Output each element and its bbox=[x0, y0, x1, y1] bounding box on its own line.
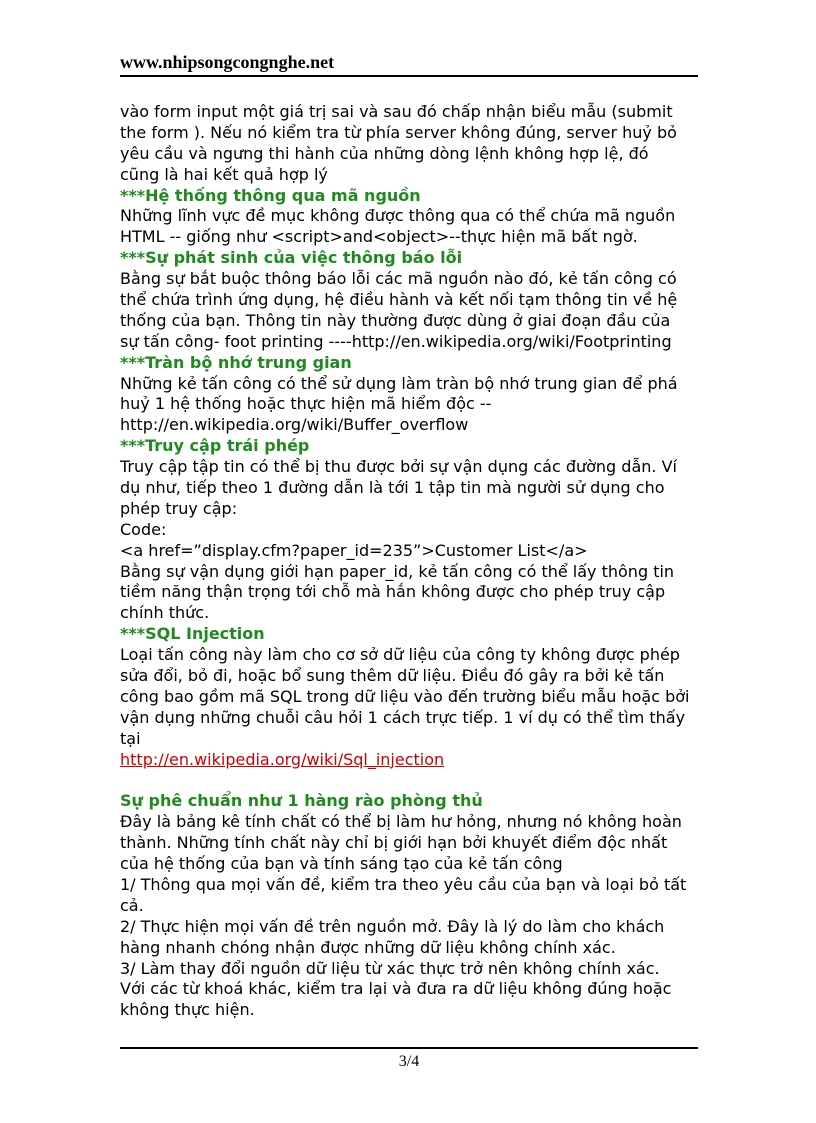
paragraph-line: không thực hiện. bbox=[120, 1000, 255, 1020]
page-number: 3/4 bbox=[398, 1053, 420, 1070]
paragraph-line: sự tấn công- foot printing ----http://en.wikipedia.org/wiki/Footprinting bbox=[120, 331, 672, 351]
paragraph-line: cũng là hai kết quả hợp lý bbox=[120, 164, 328, 184]
section-heading: ***SQL Injection bbox=[120, 624, 265, 644]
paragraph-line: thành. Những tính chất này chỉ bị giới hạn bởi khuyết điểm độc nhất bbox=[120, 833, 668, 853]
header-rule bbox=[120, 75, 698, 77]
paragraph-line: 3/ Làm thay đổi nguồn dữ liệu từ xác thực trở nên không chính xác. bbox=[120, 958, 660, 978]
paragraph-line: vào form input một giá trị sai và sau đó chấp nhận biểu mẫu (submit bbox=[120, 102, 673, 121]
document-body bbox=[120, 102, 710, 1021]
paragraph-line: thể chứa trình ứng dụng, hệ điều hành và kết nối tạm thông tin về hệ bbox=[120, 290, 678, 310]
paragraph-line: Bằng sự vận dụng giới hạn paper_id, kẻ tấn công có thể lấy thông tin bbox=[120, 561, 675, 581]
paragraph-line: của hệ thống của bạn và tính sáng tạo của kẻ tấn công bbox=[120, 854, 563, 874]
paragraph-line: công bao gồm mã SQL trong dữ liệu vào đến trường biểu mẫu hoặc bởi bbox=[120, 686, 690, 706]
section-heading: ***Tràn bộ nhớ trung gian bbox=[120, 352, 352, 372]
paragraph-line: Những lĩnh vực đề mục không được thông qua có thể chứa mã nguồn bbox=[120, 206, 676, 226]
section-heading: Sự phê chuẩn như 1 hàng rào phòng thủ bbox=[120, 791, 483, 811]
page-header bbox=[120, 50, 698, 77]
reference-link[interactable]: http://en.wikipedia.org/wiki/Sql_injection bbox=[120, 749, 445, 769]
paragraph-line: Những kẻ tấn công có thể sử dụng làm tràn bộ nhớ trung gian để phá bbox=[120, 373, 678, 393]
paragraph-line: 2/ Thực hiện mọi vấn đề trên nguồn mở. Đây là lý do làm cho khách bbox=[120, 916, 665, 936]
section-heading: ***Sự phát sinh của việc thông báo lỗi bbox=[120, 248, 463, 268]
paragraph-line: Đây là bảng kê tính chất có thể bị làm hư hỏng, nhưng nó không hoàn bbox=[120, 812, 682, 832]
paragraph-line: Bằng sự bắt buộc thông báo lỗi các mã nguồn nào đó, kẻ tấn công có bbox=[120, 269, 677, 289]
paragraph-line: Loại tấn công này làm cho cơ sở dữ liệu của công ty không được phép bbox=[120, 645, 680, 665]
paragraph-line: huỷ 1 hệ thống hoặc thực hiện mã hiểm độc -- bbox=[120, 394, 492, 414]
paragraph-line: sửa đổi, bỏ đi, hoặc bổ sung thêm dữ liệu. Điều đó gây ra bởi kẻ tấn bbox=[120, 666, 665, 686]
page-footer bbox=[120, 1047, 698, 1071]
paragraph-line: yêu cầu và ngưng thi hành của những dòng lệnh không hợp lệ, đó bbox=[120, 143, 649, 163]
paragraph-line: http://en.wikipedia.org/wiki/Buffer_overflow bbox=[120, 415, 469, 435]
paragraph-line: 1/ Thông qua mọi vấn đề, kiểm tra theo yêu cầu của bạn và loại bỏ tất bbox=[120, 874, 687, 894]
paragraph-line: Với các từ khoá khác, kiểm tra lại và đưa ra dữ liệu không đúng hoặc bbox=[120, 979, 672, 999]
paragraph-line: the form ). Nếu nó kiểm tra từ phía server không đúng, server huỷ bỏ bbox=[120, 122, 677, 142]
paragraph-line: cả. bbox=[120, 895, 144, 915]
paragraph-line: vận dụng những chuỗi câu hỏi 1 cách trực tiếp. 1 ví dụ có thể tìm thấy bbox=[120, 707, 686, 727]
paragraph-line: tiềm năng thận trọng tới chỗ mà hắn không được cho phép truy cập bbox=[120, 582, 666, 602]
blank-line bbox=[120, 771, 710, 792]
paragraph-line: tại bbox=[120, 728, 141, 748]
section-heading: ***Hệ thống thông qua mã nguồn bbox=[120, 185, 421, 205]
paragraph-line bbox=[120, 750, 710, 771]
section-heading: ***Truy cập trái phép bbox=[120, 436, 310, 456]
paragraph-line: Truy cập tập tin có thể bị thu được bởi sự vận dụng các đường dẫn. Ví bbox=[120, 457, 677, 477]
paragraph-line: hàng nhanh chóng nhận được những dữ liệu không chính xác. bbox=[120, 937, 616, 957]
paragraph-line: dụ như, tiếp theo 1 đường dẫn là tới 1 tập tin mà người sử dụng cho bbox=[120, 478, 665, 498]
paragraph-line: HTML -- giống như <script>and<object>--thực hiện mã bất ngờ. bbox=[120, 227, 638, 247]
paragraph-line: phép truy cập: bbox=[120, 498, 238, 518]
paragraph-line: thống của bạn. Thông tin này thường được dùng ở giai đoạn đầu của bbox=[120, 310, 671, 330]
footer-rule bbox=[120, 1047, 698, 1049]
paragraph-line: <a href=”display.cfm?paper_id=235”>Customer List</a> bbox=[120, 540, 588, 560]
paragraph-line: Code: bbox=[120, 519, 167, 539]
site-url: www.nhipsongcongnghe.net bbox=[120, 52, 335, 72]
paragraph-line: chính thức. bbox=[120, 603, 210, 623]
